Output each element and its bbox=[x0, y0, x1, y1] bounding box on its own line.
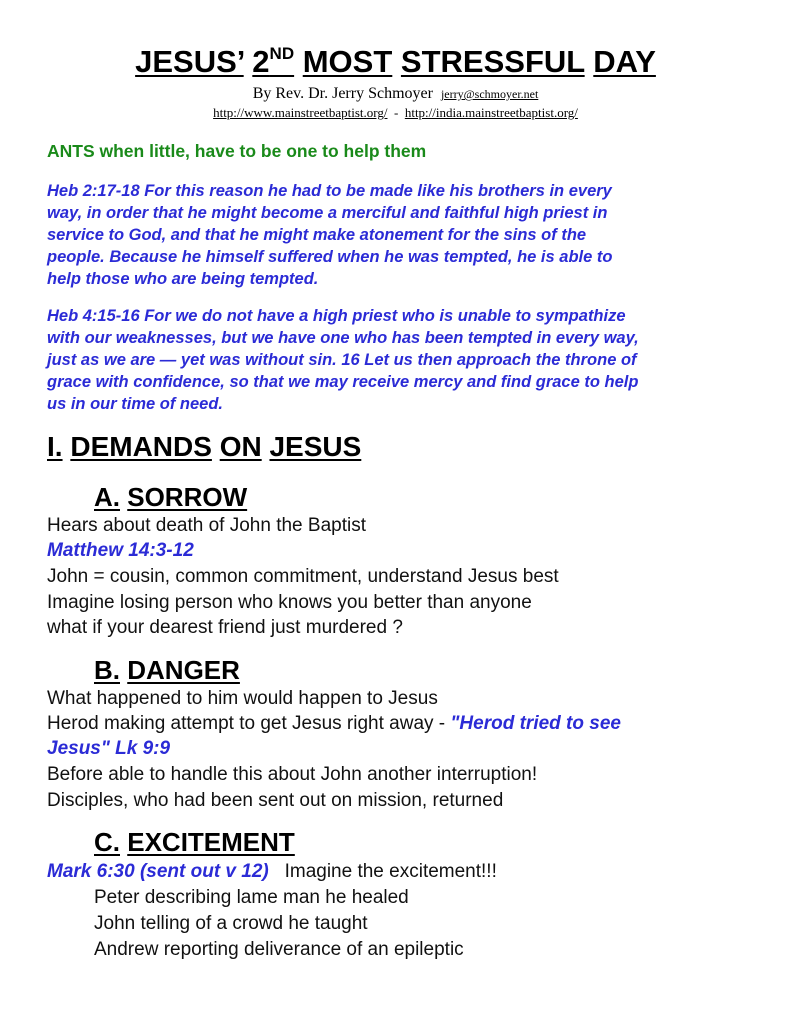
subheading-letter: C. bbox=[94, 827, 120, 857]
verse-line: way, in order that he might become a merciful and faithful high priest in bbox=[47, 204, 608, 222]
scripture-ref-mark: Mark 6:30 (sent out v 12) bbox=[47, 861, 269, 882]
verse-line: service to God, and that he might make atonement for the sins of the bbox=[47, 226, 587, 244]
section-word: DEMANDS bbox=[70, 431, 212, 462]
sorrow-line: what if your dearest friend just murdered ? bbox=[47, 617, 403, 638]
excitement-text: Imagine the excitement!!! bbox=[268, 861, 497, 882]
website-links bbox=[0, 105, 791, 121]
verse-line: with our weaknesses, but we have one who has been tempted in every way, bbox=[47, 329, 639, 347]
verse-line: grace with confidence, so that we may receive mercy and find grace to help bbox=[47, 373, 639, 391]
author: By Rev. Dr. Jerry Schmoyer bbox=[252, 85, 433, 102]
scripture-quote-herod: "Herod tried to see bbox=[450, 713, 621, 734]
subheading-title: EXCITEMENT bbox=[127, 827, 295, 857]
sorrow-line: Imagine losing person who knows you better than anyone bbox=[47, 592, 532, 613]
website-link-main[interactable]: http://www.mainstreetbaptist.org/ bbox=[213, 105, 388, 120]
subheading-excitement bbox=[94, 827, 295, 858]
section-number: I. bbox=[47, 431, 63, 462]
title-word-stressful: STRESSFUL bbox=[400, 44, 585, 79]
danger-line: Before able to handle this about John another interruption! bbox=[47, 764, 538, 785]
list-item: Peter describing lame man he healed bbox=[94, 887, 409, 908]
verse-heb-2 bbox=[47, 180, 612, 290]
verse-line: Heb 4:15-16 For we do not have a high priest who is unable to sympathize bbox=[47, 307, 626, 325]
title-word-day: DAY bbox=[593, 44, 656, 79]
verse-line: us in our time of need. bbox=[47, 395, 224, 413]
subheading-title: DANGER bbox=[127, 655, 240, 685]
verse-line: Heb 2:17-18 For this reason he had to be made like his brothers in every bbox=[47, 182, 612, 200]
title-word-jesus: JESUS’ bbox=[135, 44, 244, 79]
danger-text: Herod making attempt to get Jesus right away - bbox=[47, 713, 451, 734]
section-heading-demands bbox=[47, 431, 361, 463]
sorrow-line: John = cousin, common commitment, understand Jesus best bbox=[47, 566, 559, 587]
website-link-india[interactable]: http://india.mainstreetbaptist.org/ bbox=[404, 105, 578, 120]
title-word-most: MOST bbox=[302, 44, 393, 79]
section-word: ON bbox=[219, 431, 262, 462]
subheading-title: SORROW bbox=[127, 482, 248, 512]
title-word-second bbox=[252, 44, 294, 79]
list-item: Andrew reporting deliverance of an epileptic bbox=[94, 939, 464, 960]
excitement-line bbox=[47, 861, 497, 883]
verse-line: people. Because he himself suffered when he was tempted, he is able to bbox=[47, 248, 613, 266]
subheading-letter: B. bbox=[94, 655, 120, 685]
danger-line: Disciples, who had been sent out on mission, returned bbox=[47, 790, 504, 811]
title-number: 2 bbox=[252, 44, 270, 79]
danger-line: What happened to him would happen to Jesus bbox=[47, 688, 438, 709]
byline bbox=[0, 85, 791, 103]
page-title bbox=[0, 44, 791, 80]
intro-line: ANTS when little, have to be one to help them bbox=[47, 141, 427, 161]
section-word: JESUS bbox=[269, 431, 362, 462]
subheading-sorrow bbox=[94, 482, 247, 513]
scripture-ref-matthew: Matthew 14:3-12 bbox=[47, 540, 194, 561]
verse-line: just as we are — yet was without sin. 16 Let us then approach the throne of bbox=[47, 351, 637, 369]
verse-heb-4 bbox=[47, 305, 639, 415]
subheading-danger bbox=[94, 655, 240, 686]
title-ordinal: ND bbox=[269, 44, 295, 63]
danger-line bbox=[47, 713, 621, 735]
sorrow-line: Hears about death of John the Baptist bbox=[47, 515, 366, 536]
list-item: John telling of a crowd he taught bbox=[94, 913, 368, 934]
author-email-link[interactable]: jerry@schmoyer.net bbox=[440, 87, 539, 101]
scripture-ref-luke: Jesus" Lk 9:9 bbox=[47, 738, 171, 759]
subheading-letter: A. bbox=[94, 482, 120, 512]
verse-line: help those who are being tempted. bbox=[47, 270, 319, 288]
link-separator: - bbox=[393, 105, 399, 120]
